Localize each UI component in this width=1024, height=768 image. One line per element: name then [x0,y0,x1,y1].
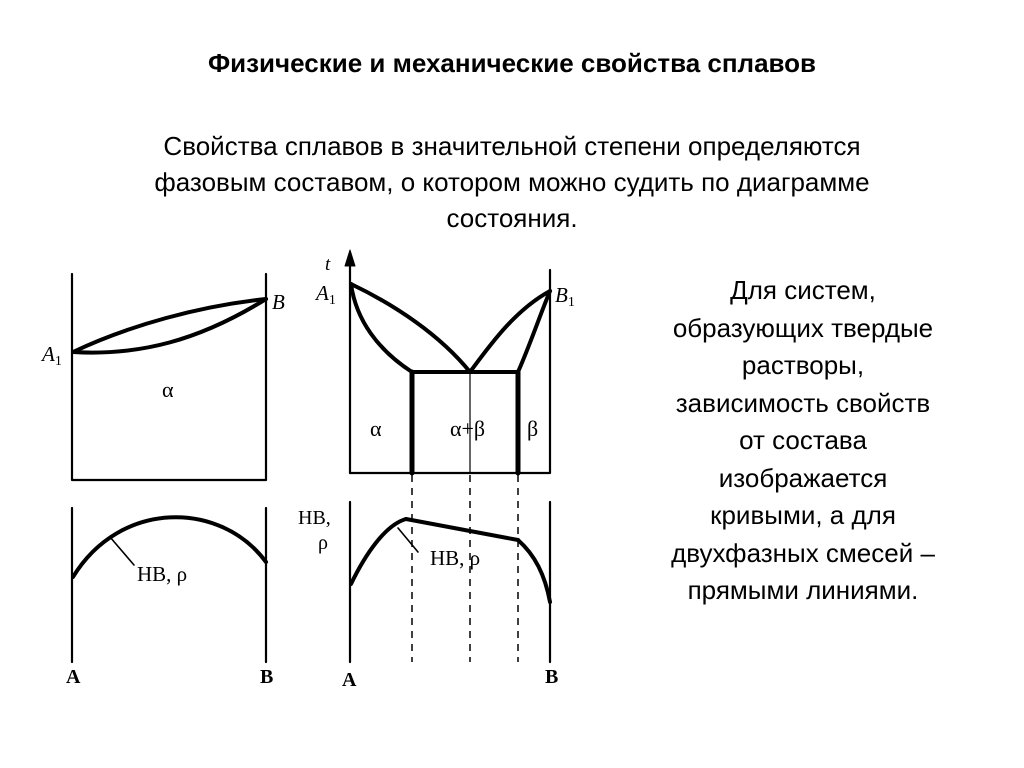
right-axis-B: B [545,666,559,688]
left-label-B: B [272,290,285,314]
side-line: образующих твердые [672,312,934,343]
side-line: прямыми линиями. [687,575,919,605]
right-label-B1-main: B [555,283,568,307]
left-property-leader [110,537,134,565]
right-label-A1-sub: 1 [328,293,336,308]
intro-line: Свойства сплавов в значительной степени определяются [163,131,861,161]
right-label-B1-sub: 1 [567,295,575,310]
right-label-alpha: α [370,416,382,441]
right-property-axis-label-1: HB, [298,507,331,529]
side-line: двухфазных смесей – [671,537,935,568]
left-solidus-curve [73,299,266,353]
right-axis-t: t [325,254,331,275]
side-line: кривыми, а для [710,500,896,530]
left-axis-A: A [66,666,81,688]
right-property-label: HB, ρ [430,546,481,570]
slide-title: Физические и механические свойства сплавов [207,48,817,78]
left-label-alpha: α [162,377,174,402]
right-label-B1 [555,283,575,310]
right-property-line-mixture [406,519,518,540]
right-solidus-left [351,284,412,372]
right-property-axis-label-2: ρ [318,532,328,554]
left-axis-B: B [260,666,274,688]
left-label-A1-sub: 1 [54,354,62,369]
right-property-leader [398,528,418,552]
left-property-label: HB, ρ [137,562,188,586]
right-temperature-arrow [345,250,355,266]
side-line: Для систем, [730,275,876,305]
right-label-A1 [314,281,336,308]
right-axis-A: A [342,669,357,691]
side-line: изображается [718,462,888,493]
right-liquidus-right [470,291,550,372]
left-label-A1 [40,342,62,369]
intro-line: состояния. [446,203,578,233]
right-label-beta: β [527,416,539,441]
side-line: от состава [739,425,867,455]
left-label-A1-main: A [42,342,55,366]
right-label-alpha-beta: α+β [450,416,486,441]
side-line: зависимость свойств [675,387,931,418]
side-line: растворы, [741,350,865,380]
right-property-diagram [350,502,550,662]
right-label-A1-main: A [316,281,329,305]
right-property-curve-beta [518,540,550,602]
intro-line: фазовым составом, о котором можно судить по диаграмме [154,167,870,197]
